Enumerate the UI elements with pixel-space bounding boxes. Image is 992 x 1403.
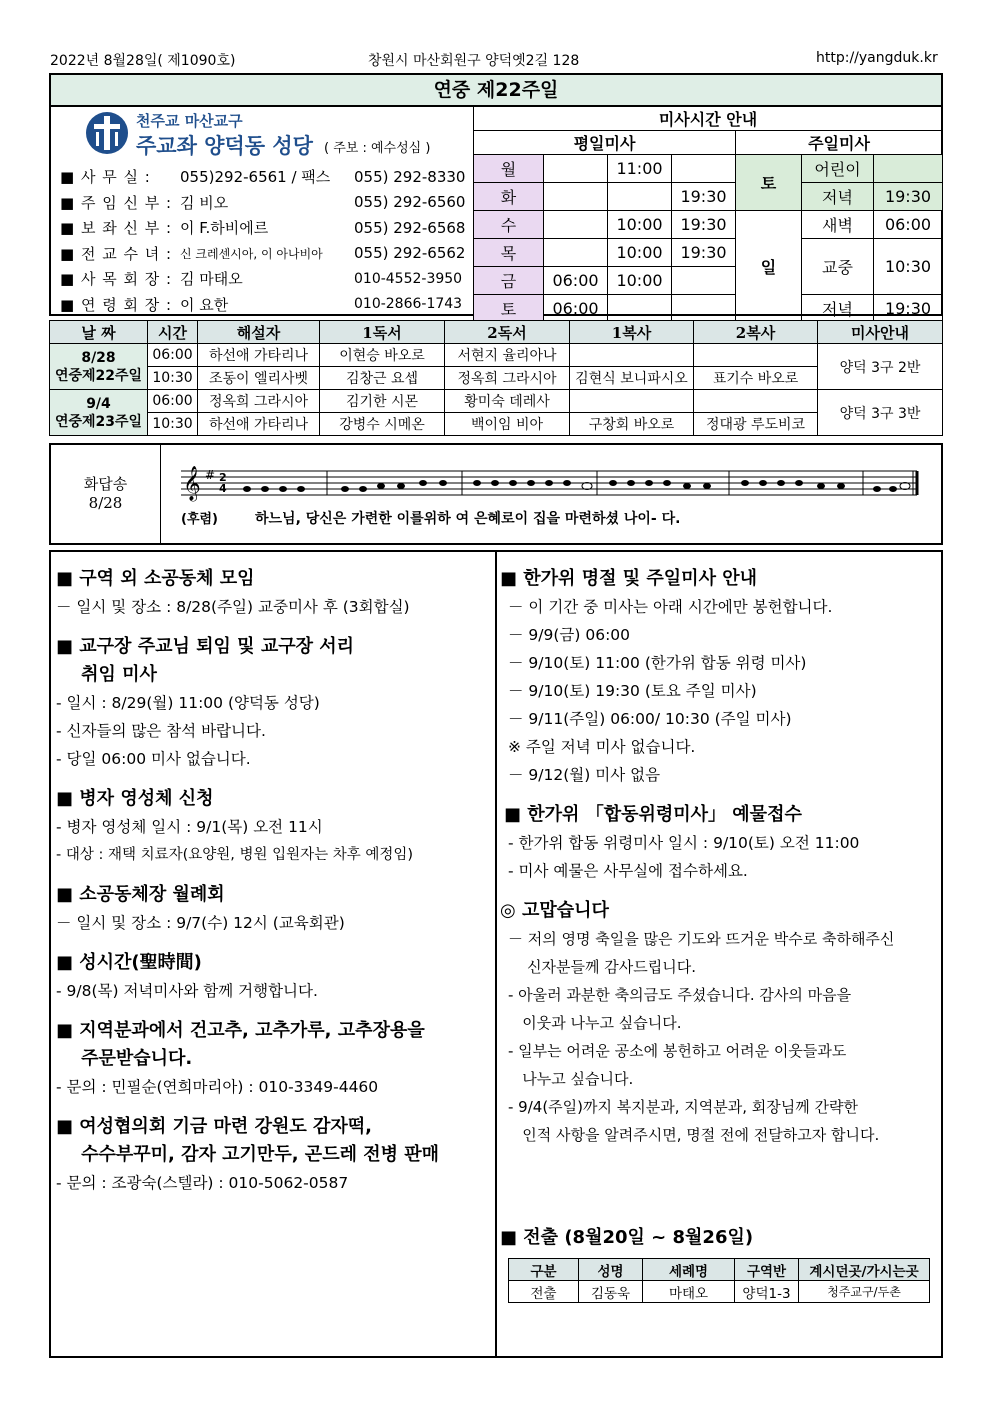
transfer-cell: 청주교구/두촌 (799, 1281, 930, 1303)
contact-name: 김 비오 (180, 193, 229, 212)
notice-line: - 9/8(목) 저녁미사와 함께 거행합니다. (56, 982, 318, 1000)
parish-name: 주교좌 양덕동 성당 (136, 134, 313, 158)
transfer-cell: 김동욱 (579, 1281, 643, 1303)
mass-time-cell (608, 183, 672, 211)
left-notices-column (56, 565, 488, 1197)
mass-time-cell: 06:00 (544, 267, 608, 295)
notice-line: － 이 기간 중 미사는 아래 시간에만 봉헌합니다. (508, 598, 833, 616)
mass-time-cell: 10:00 (608, 239, 672, 267)
second-server (694, 344, 818, 367)
mass-time-cell: 10:00 (608, 267, 672, 295)
sunday-mass-time: 06:00 (874, 211, 943, 239)
notice-section (56, 633, 488, 773)
website-link[interactable]: http://yangduk.kr (816, 50, 938, 66)
notice-line: － 9/10(토) 19:30 (토요 주일 미사) (508, 682, 757, 700)
schedule-date-cell (50, 344, 148, 390)
commentator: 조동이 엘리사벳 (198, 367, 320, 390)
second-reader: 백이임 비아 (445, 413, 570, 436)
commentator: 하선애 가타리나 (198, 344, 320, 367)
transfer-header: 세례명 (643, 1259, 735, 1281)
liturgy-schedule-table (49, 320, 943, 436)
weekday-day: 토 (474, 295, 544, 323)
notice-title: ■ 한가위 명절 및 주일미사 안내 (500, 568, 757, 589)
weekday-day: 목 (474, 239, 544, 267)
notice-line: - 일시 : 8/29(월) 11:00 (양덕동 성당) (56, 694, 320, 712)
notice-section (56, 785, 488, 869)
contact-name: 김 마태오 (180, 270, 243, 289)
contact-phone: 055) 292-8330 (354, 167, 466, 186)
contact-name: 이 요한 (180, 295, 229, 314)
saturday-label: 토 (736, 155, 802, 211)
mass-time-cell: 19:30 (672, 183, 736, 211)
notice-section (500, 897, 936, 1149)
transfer-header: 구분 (509, 1259, 579, 1281)
psalm-label-cell (51, 445, 161, 543)
transfer-cell: 마태오 (643, 1281, 735, 1303)
notice-line: - 9/4(주일)까지 복지분과, 지역분과, 회장님께 간략한 (508, 1098, 858, 1116)
schedule-date-cell (50, 390, 148, 436)
contact-row (60, 164, 470, 190)
contact-label: ■ 주 임 신 부 : (60, 193, 173, 212)
mass-time-table (473, 107, 943, 323)
contact-row (60, 190, 470, 216)
schedule-sunday-name: 연중제22주일 (54, 367, 143, 384)
commentator: 정옥희 그라시아 (198, 390, 320, 413)
mass-guide: 양덕 3구 2반 (818, 344, 943, 390)
first-reader: 강병수 시메온 (320, 413, 445, 436)
svg-text:2: 2 (219, 471, 227, 484)
weekday-mass-title: 평일미사 (474, 131, 736, 155)
schedule-header: 2독서 (445, 321, 570, 344)
schedule-sunday-name: 연중제23주일 (54, 413, 143, 430)
notice-title: ■ 구역 외 소공동체 모임 (56, 568, 255, 589)
notice-section (56, 565, 488, 621)
notice-line: － 9/11(주일) 06:00/ 10:30 (주일 미사) (508, 710, 792, 728)
notice-line: － 9/12(월) 미사 없음 (508, 766, 661, 784)
schedule-header: 1독서 (320, 321, 445, 344)
notice-line: － 일시 및 장소 : 9/7(수) 12시 (교육회관) (56, 914, 345, 932)
transfer-cell: 양덕1-3 (735, 1281, 799, 1303)
sunday-mass-time: 19:30 (874, 183, 943, 211)
notice-title: ■ 지역분과에서 건고추, 고추가루, 고추장용을 (56, 1020, 425, 1041)
schedule-time: 10:30 (148, 367, 198, 390)
mass-time-cell (672, 155, 736, 183)
notice-line: 나누고 싶습니다. (508, 1070, 634, 1088)
mass-time-cell: 19:30 (672, 239, 736, 267)
schedule-date: 8/28 (81, 349, 116, 366)
transfer-header: 구역반 (735, 1259, 799, 1281)
schedule-header: 2복사 (694, 321, 818, 344)
notice-section (500, 801, 936, 885)
notice-line: - 일부는 어려운 공소에 봉헌하고 어려운 이웃들과도 (508, 1042, 847, 1060)
first-reader: 김창근 요셉 (320, 367, 445, 390)
transfer-header: 성명 (579, 1259, 643, 1281)
contact-name: 신 크레센시아, 이 아나비아 (180, 246, 323, 261)
notice-title: ■ 여성협의회 기금 마련 강원도 감자떡, (56, 1116, 372, 1137)
notice-line: 인적 사항을 알려주시면, 명절 전에 전달하고자 합니다. (508, 1126, 880, 1144)
notice-title-cont: 수수부꾸미, 감자 고기만두, 곤드레 전병 판매 (56, 1144, 440, 1165)
second-reader: 서현지 율리아나 (445, 344, 570, 367)
transfer-cell: 전출 (509, 1281, 579, 1303)
contact-row (60, 215, 470, 241)
schedule-time: 06:00 (148, 390, 198, 413)
notice-title-cont: 주문받습니다. (56, 1048, 193, 1069)
notice-line: - 한가위 합동 위령미사 일시 : 9/10(토) 오전 11:00 (508, 834, 860, 852)
notice-line: － 일시 및 장소 : 8/28(주일) 교중미사 후 (3회합실) (56, 598, 410, 616)
schedule-date: 9/4 (86, 395, 111, 412)
sunday-mass-time (874, 155, 943, 183)
psalm-refrain: (후렴) (181, 512, 218, 527)
notice-title-cont: 취임 미사 (56, 664, 157, 685)
first-reader: 김기한 시몬 (320, 390, 445, 413)
sunday-mass-name: 저녁 (802, 295, 874, 323)
notice-line: - 당일 06:00 미사 없습니다. (56, 750, 251, 768)
contact-phone: 010-4552-3950 (354, 270, 463, 287)
music-score-image (177, 453, 929, 533)
schedule-header: 날 짜 (50, 321, 148, 344)
notice-line: － 9/10(토) 11:00 (한가위 합동 위령 미사) (508, 654, 807, 672)
notice-title: ■ 병자 영성체 신청 (56, 788, 214, 809)
second-server (694, 390, 818, 413)
first-server: 구창회 바오로 (570, 413, 694, 436)
sunday-mass-name: 저녁 (802, 183, 874, 211)
first-server (570, 344, 694, 367)
mass-time-cell (544, 155, 608, 183)
contact-name: 055)292-6561 / 팩스 (180, 168, 331, 187)
weekday-day: 월 (474, 155, 544, 183)
church-logo-icon (84, 110, 130, 156)
parish-logo-area (84, 110, 474, 160)
notice-title: ◎ 고맙습니다 (500, 900, 609, 921)
contact-phone: 010-2866-1743 (354, 296, 463, 313)
schedule-header: 시간 (148, 321, 198, 344)
mass-time-title: 미사시간 안내 (474, 107, 943, 131)
mass-time-cell: 10:00 (608, 211, 672, 239)
church-address: 창원시 마산회원구 양덕옛2길 128 (368, 53, 580, 69)
notice-line: 신자분들께 감사드립니다. (508, 958, 696, 976)
notice-line: － 9/9(금) 06:00 (508, 626, 631, 644)
mass-time-cell: 06:00 (544, 295, 608, 323)
contact-label: ■ 연 령 회 장 : (60, 295, 173, 314)
weekday-day: 수 (474, 211, 544, 239)
second-server: 표기수 바오로 (694, 367, 818, 390)
schedule-time: 06:00 (148, 344, 198, 367)
first-reader: 이현승 바오로 (320, 344, 445, 367)
mass-time-cell: 11:00 (608, 155, 672, 183)
transfer-header: 계시던곳/가시는곳 (799, 1259, 930, 1281)
notice-line: - 문의 : 민필순(연희마리아) : 010-3349-4460 (56, 1078, 379, 1096)
schedule-header: 해설자 (198, 321, 320, 344)
notice-line: － 저의 영명 축일을 많은 기도와 뜨거운 박수로 축하해주신 (508, 930, 895, 948)
svg-text:#: # (205, 468, 216, 482)
mass-time-cell (544, 211, 608, 239)
offering-title: ■ 전출 (8월20일 ~ 8월26일) (500, 1227, 754, 1248)
mass-time-cell (544, 183, 608, 211)
psalm-lyrics: 하느님, 당신은 가련한 이를위하 여 은혜로이 집을 마련하셨 나이- 다. (255, 511, 681, 527)
mass-guide: 양덕 3구 3반 (818, 390, 943, 436)
contact-name: 이 F.하비에르 (180, 219, 269, 238)
responsorial-psalm-box (49, 443, 943, 545)
weekday-day: 금 (474, 267, 544, 295)
first-server (570, 390, 694, 413)
sunday-mass-time: 19:30 (874, 295, 943, 323)
contact-label: ■ 사 목 회 장 : (60, 270, 173, 289)
mass-time-cell (672, 267, 736, 295)
notice-title: ■ 교구장 주교님 퇴임 및 교구장 서리 (56, 636, 355, 657)
psalm-date: 8/28 (88, 494, 123, 512)
page-title: 연중 제22주일 (49, 73, 943, 107)
parish-patron: ( 주보 : 예수성심 ) (324, 141, 431, 156)
contact-phone: 055) 292-6568 (354, 218, 466, 237)
sunday-mass-name: 새벽 (802, 211, 874, 239)
second-reader: 정옥희 그라시아 (445, 367, 570, 390)
transfer-table (508, 1258, 930, 1303)
contact-row (60, 241, 470, 267)
diocese-name: 천주교 마산교구 (136, 112, 243, 130)
mass-time-cell (608, 295, 672, 323)
svg-text:𝄞: 𝄞 (183, 466, 201, 501)
column-divider (495, 550, 497, 1358)
contact-phone: 055) 292-6562 (354, 244, 466, 263)
notice-section (56, 881, 488, 937)
notice-section (500, 565, 936, 789)
notice-line: - 대상 : 재택 치료자(요양원, 병원 입원자는 차후 예정임) (56, 847, 414, 863)
notice-section (56, 1113, 488, 1197)
second-reader: 황미숙 데레사 (445, 390, 570, 413)
sunday-label: 일 (736, 211, 802, 323)
notice-section (56, 1017, 488, 1101)
mass-time-cell: 19:30 (672, 211, 736, 239)
notice-section (56, 949, 488, 1005)
first-server: 김현식 보니파시오 (570, 367, 694, 390)
notice-line: ※ 주일 저녁 미사 없습니다. (508, 738, 696, 756)
schedule-header: 1복사 (570, 321, 694, 344)
sunday-mass-name: 교중 (802, 239, 874, 295)
notice-line: - 문의 : 조광숙(스텔라) : 010-5062-0587 (56, 1174, 349, 1192)
contact-phone: 055) 292-6560 (354, 193, 466, 212)
mass-time-cell (544, 239, 608, 267)
notice-line: - 병자 영성체 일시 : 9/1(목) 오전 11시 (56, 818, 323, 836)
commentator: 하선애 가타리나 (198, 413, 320, 436)
psalm-label: 화답송 (83, 475, 128, 493)
second-server: 정대광 루도비코 (694, 413, 818, 436)
mass-time-cell (672, 295, 736, 323)
notice-line: - 미사 예물은 사무실에 접수하세요. (508, 862, 748, 880)
contact-label: ■ 전 교 수 녀 : (60, 244, 173, 263)
bulletin-date: 2022년 8월28일( 제1090호) (50, 53, 236, 69)
schedule-header: 미사안내 (818, 321, 943, 344)
weekday-day: 화 (474, 183, 544, 211)
sunday-mass-name: 어린이 (802, 155, 874, 183)
contact-list (60, 164, 470, 317)
contact-row (60, 292, 470, 318)
schedule-time: 10:30 (148, 413, 198, 436)
notice-line: 이웃과 나누고 싶습니다. (508, 1014, 682, 1032)
notice-line: - 아울러 과분한 축의금도 주셨습니다. 감사의 마음을 (508, 986, 852, 1004)
notice-title: ■ 성시간(聖時間) (56, 952, 202, 973)
notice-title: ■ 소공동체장 월례회 (56, 884, 225, 905)
notice-title: ■ 한가위 「합동위령미사」 예물접수 (504, 804, 802, 825)
contact-label: ■ 보 좌 신 부 : (60, 219, 173, 238)
sunday-mass-title: 주일미사 (736, 131, 943, 155)
notice-line: - 신자들의 많은 참석 바랍니다. (56, 722, 266, 740)
contact-label: ■ 사 무 실 : (60, 168, 151, 187)
svg-text:4: 4 (219, 482, 227, 495)
sunday-mass-time: 10:30 (874, 239, 943, 295)
right-notices-column (500, 565, 936, 1149)
contact-row (60, 266, 470, 292)
